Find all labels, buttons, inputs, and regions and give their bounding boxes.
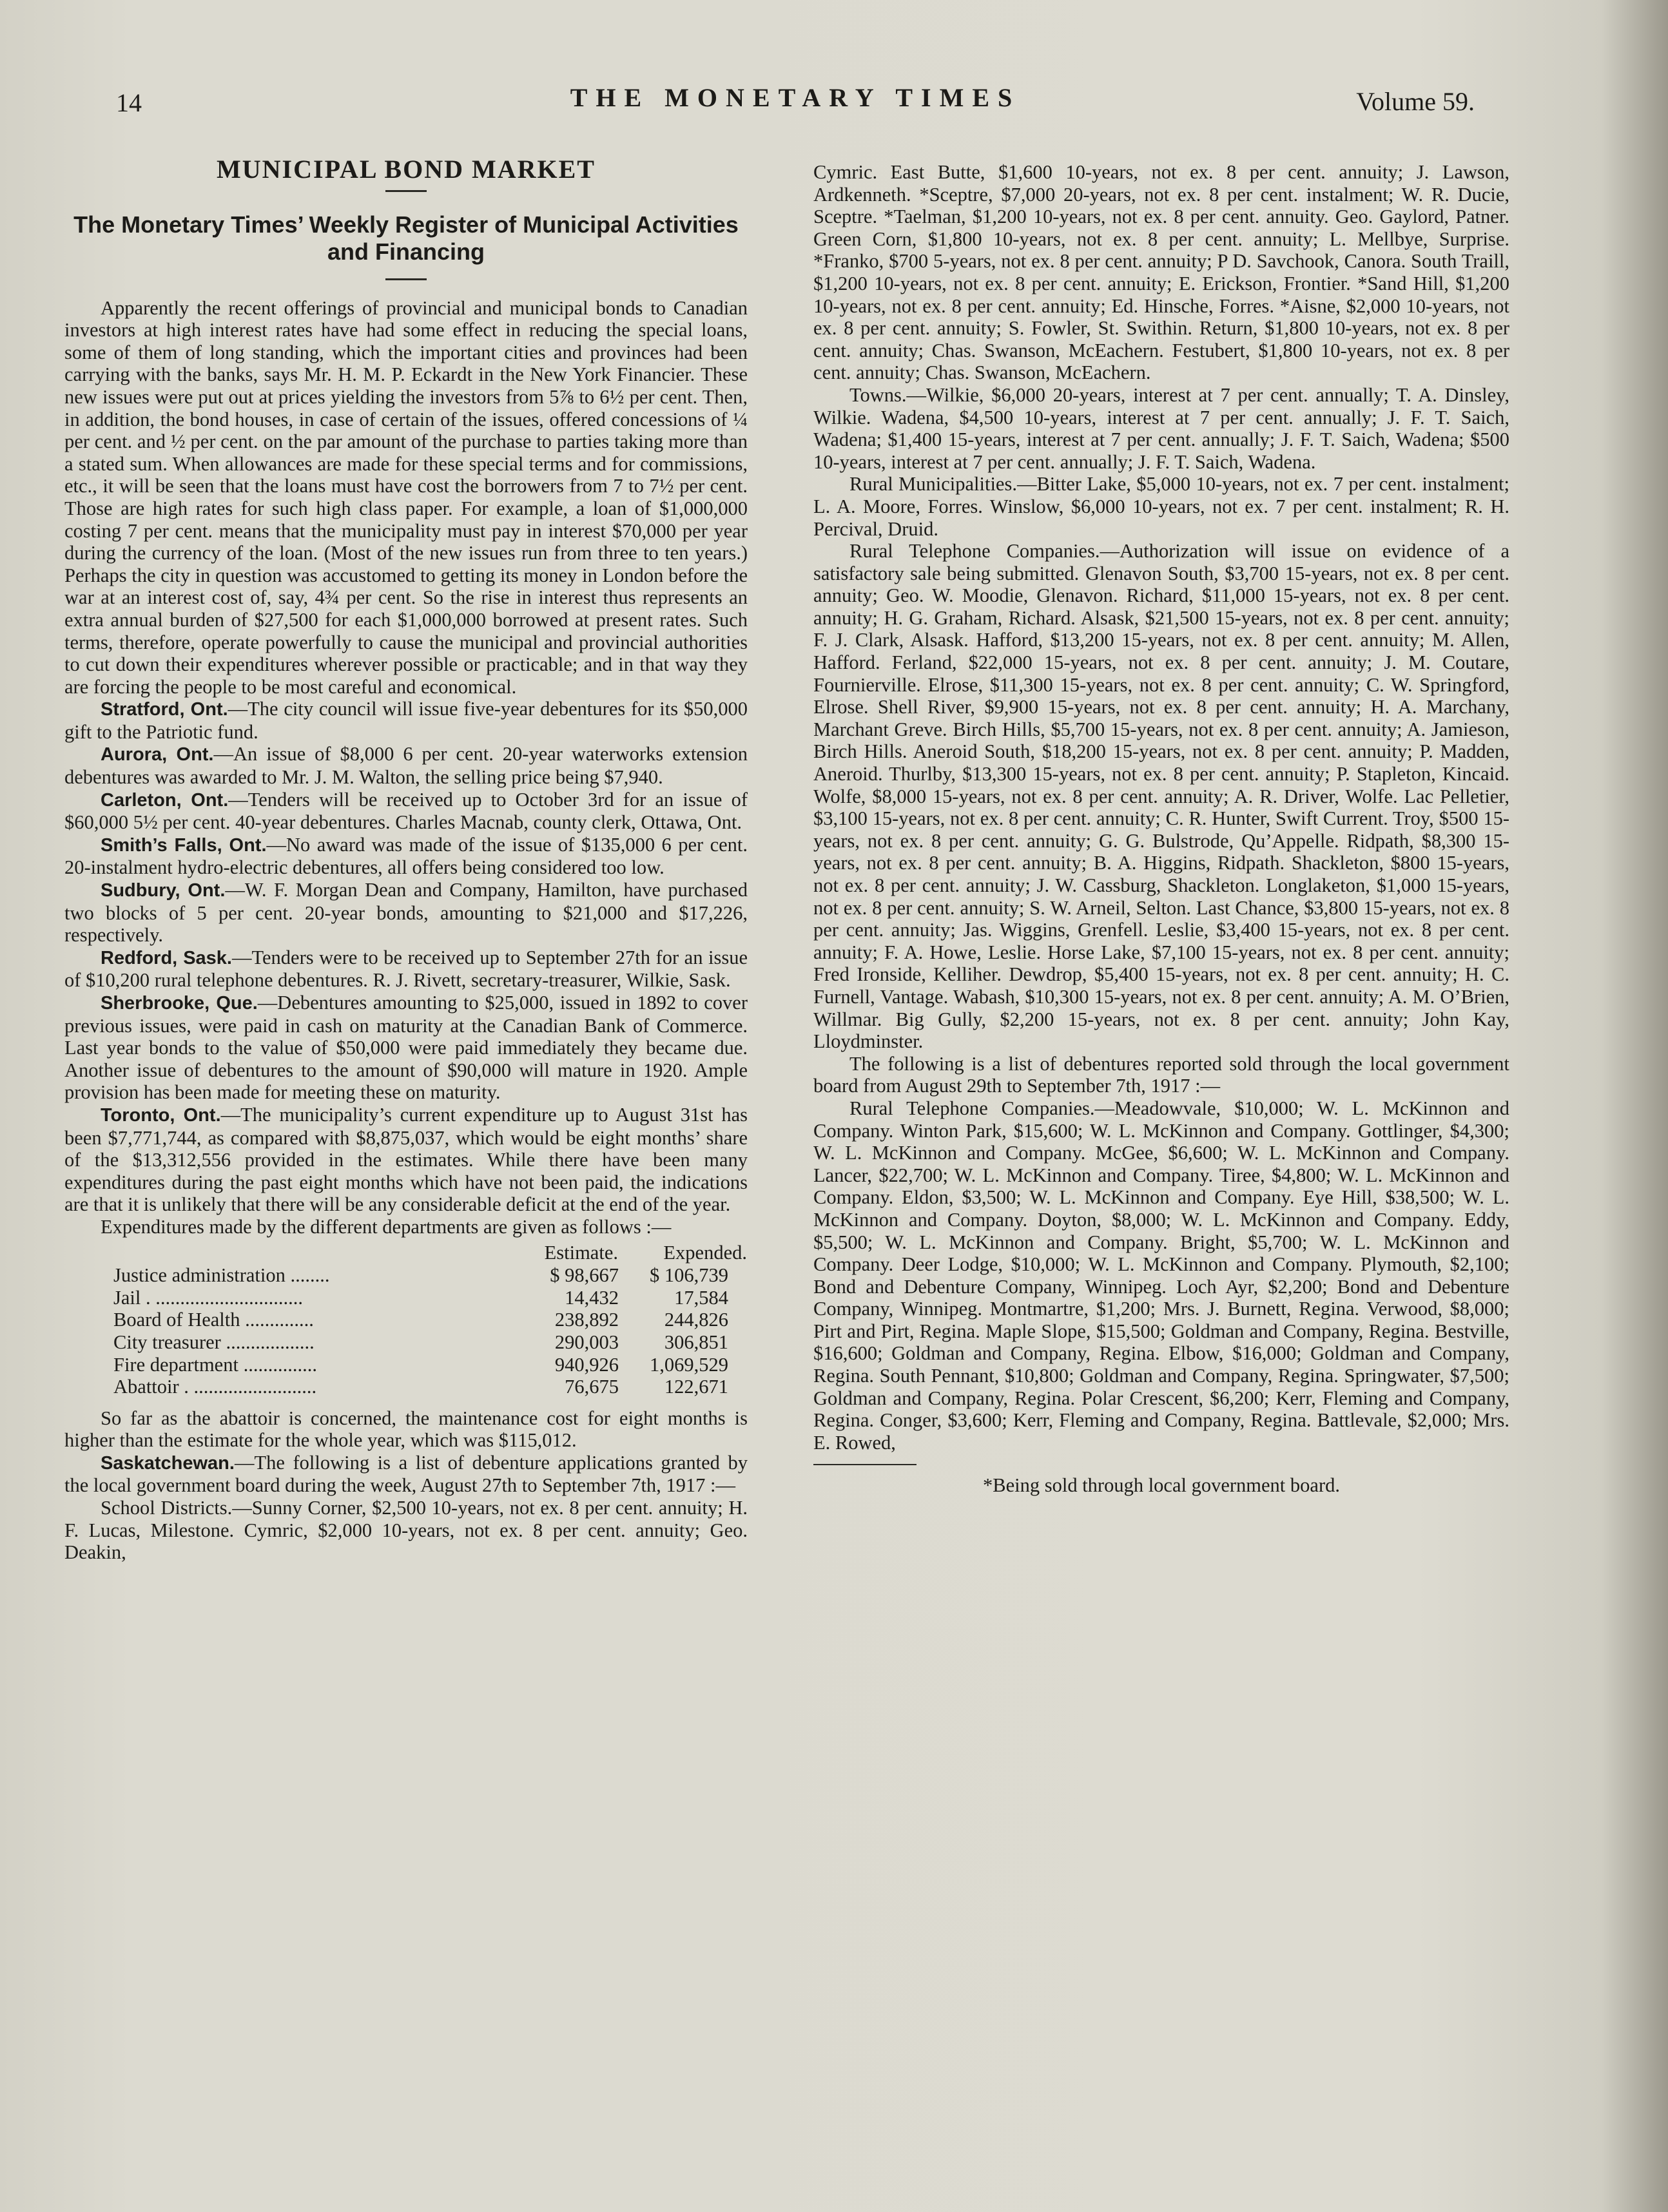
item-text: —Tenders will be received up to October 3rd for an issue of $60,000 5½ per cent. 40-year debentures. Charles Macnab, county clerk, Ottawa, Ont. (64, 788, 748, 834)
expended-cell: 306,851 (664, 1331, 728, 1353)
estimate-cell: 14,432 (565, 1286, 619, 1309)
volume-label: Volume 59. (1356, 87, 1475, 116)
table-row (64, 1376, 748, 1398)
table-row (64, 1331, 748, 1354)
news-item (64, 698, 748, 743)
rural-telephone-paragraph: Rural Telephone Companies.—Authorization will issue on evidence of a satisfactory sale being submitted. Glenavon South, $3,700 15-years, not ex. 8 per cent. annuity; Geo. W. Moodie, Glenavon. Richard, $11,000 15-years, not ex. 8 per cent. annuity; H. G. Graham, Richard. Alsask, $21,500 15-years, not ex. 8 per cent. annuity; F. J. Clark, Alsask. Hafford, $13,200 15-years, not ex. 8 per cent. annuity; M. Allen, Hafford. Ferland, $22,000 15-years, not ex. 8 per cent. annuity; J. M. Coutare, Fournierville. Elrose, $11,300 15-years, not ex. 8 per cent. annuity; C. W. Springford, Elrose. Shell River, $9,900 15-years, not ex. 8 per cent. annuity; H. A. Marchany, Marchant Greve. Birch Hills, $5,700 15-years, not ex. 8 per cent. annuity; A. Jamieson, Birch Hills. Aneroid South, $18,200 15-years, not ex. 8 per cent. annuity; P. Madden, Aneroid. Thurlby, $13,300 15-years, not ex. 8 per cent. annuity; P. Stapleton, Kincaid. Wolfe, $8,000 15-years, not ex. 8 per cent. annuity; A. R. Driver, Wolfe. Lac Pelletier, $3,100 15-years, not ex. 8 per cent. annuity; C. R. Hunter, Swift Current. Troy, $500 15-years, not ex. 8 per cent. annuity; G. G. Bulstrode, Qu’Appelle. Ridpath, $8,300 15-years, not ex. 8 per cent. annuity; B. A. Higgins, Ridpath. Shackleton, $800 15-years, not ex. 8 per cent. annuity; J. W. Cassburg, Shackleton. Longlaketon, $1,000 15-years, not ex. 8 per cent. annuity; S. W. Arneil, Selton. Last Chance, $3,800 15-years, not ex. 8 per cent. annuity; Jas. Wiggins, Grenfell. Leslie, $3,400 15-years, not ex. 8 per cent. annuity; F. A. Howe, Leslie. Horse Lake, $7,100 15-years, not ex. 8 per cent. annuity; Fred Ironside, Kelliher. Dewdrop, $5,400 15-years, not ex. 8 per cent. annuity; H. C. Furnell, Vantage. Wabash, $10,300 15-years, not ex. 8 per cent. annuity; A. M. O’Brien, Willmar. Big Gully, $2,200 15-years, not ex. 8 per cent. annuity; John Kay, Lloydminster. (813, 540, 1509, 1053)
section-title: MUNICIPAL BOND MARKET (217, 155, 596, 184)
item-heading: Sherbrooke, Que. (101, 993, 258, 1014)
news-item (64, 947, 748, 992)
footnote: *Being sold through local government board. (983, 1474, 1340, 1497)
row-label: Justice administration ........ (113, 1264, 330, 1287)
table-row (64, 1287, 748, 1309)
item-heading: Saskatchewan. (101, 1452, 235, 1474)
sold-intro-paragraph: The following is a list of debentures reported sold through the local government board from August 29th to September 7th, 1917 :— (813, 1052, 1509, 1097)
row-label: Abattoir . ......................... (113, 1376, 317, 1398)
item-heading: Toronto, Ont. (101, 1104, 221, 1126)
school-districts-paragraph: School Districts.—Sunny Corner, $2,500 10-years, not ex. 8 per cent. annuity; H. F. Lucas, Milestone. Cymric, $2,000 10-years, not ex. 8 per cent. annuity; Geo. Deakin, (64, 1497, 748, 1564)
news-item (64, 789, 748, 834)
news-item (64, 879, 748, 947)
expended-cell: 1,069,529 (650, 1353, 728, 1376)
news-item (64, 1452, 748, 1497)
news-item (64, 743, 748, 788)
continued-paragraph: Cymric. East Butte, $1,600 10-years, not ex. 8 per cent. annuity; J. Lawson, Ardkenneth. *Sceptre, $7,000 20-years, not ex. 8 per cent. instalment; W. R. Ducie, Sceptre. *Taelman, $1,200 10-years, not ex. 8 per cent. annuity. Geo. Gaylord, Patner. Green Corn, $1,800 10-years, not ex. 8 per cent. annuity; L. Mellbye, Surprise. *Franko, $700 5-years, not ex. 8 per cent. annuity; P D. Savchook, Canora. South Traill, $1,200 10-years, not ex. 8 per cent. annuity; E. Erickson, Frontier. *Sand Hill, $1,200 10-years, not ex. 8 per cent. annuity; Ed. Hinsche, Forres. *Aisne, $2,000 10-years, not ex. 8 per cent. annuity; S. Fowler, St. Swithin. Return, $1,800 10-years, not ex. 8 per cent. annuity; Chas. Swanson, McEachern. Festubert, $1,800 10-years, not ex. 8 per cent. annuity; Chas. Swanson, McEachern. (813, 161, 1509, 384)
item-text: —The municipality’s current expenditure up to August 31st has been $7,771,744, as compared with $8,875,037, which would be eight months’ share of the $13,312,556 provided in the estimates. While there have been many expenditures during the past eight months which have not been paid, the indications are that it is unlikely that there will be any considerable deficit at the end of the year. (64, 1103, 748, 1216)
estimate-cell: 76,675 (565, 1376, 619, 1398)
item-heading: Smith’s Falls, Ont. (101, 834, 267, 856)
expended-cell: 244,826 (664, 1309, 728, 1331)
expenditure-intro: Expenditures made by the different departments are given as follows :— (101, 1215, 672, 1238)
column-header: Estimate. (544, 1241, 618, 1264)
table-row (64, 1309, 748, 1331)
estimate-cell: 238,892 (554, 1309, 619, 1331)
column-header: Expended. (663, 1241, 747, 1264)
page-header (116, 82, 1475, 121)
right-column (813, 161, 1509, 1497)
intro-paragraph: Apparently the recent offerings of provincial and municipal bonds to Canadian investors at high interest rates have had some effect in reducing the special loans, some of them of long standing, which the important cities and provinces had been carrying with the banks, says Mr. H. M. P. Eckardt in the New York Financier. These new issues were put out at prices yielding the investors from 5⅞ to 6½ per cent. Then, in addition, the bond houses, in case of certain of the issues, offered concessions of ¼ per cent. and ½ per cent. on the par amount of the purchase to parties taking more than a stated sum. When allowances are made for these special terms and for commissions, etc., it will be seen that the loans must have cost the borrowers from 7 to 7½ per cent. Those are high rates for such high class paper. For example, a loan of $1,000,000 costing 7 per cent. means that the municipality must pay in interest $70,000 per year during the currency of the loan. (Most of the new issues run from three to ten years.) Perhaps the city in question was accustomed to getting its money in London before the war at an interest cost of, say, 4¾ per cent. So the rise in interest thus represents an extra annual burden of $27,500 for each $1,000,000 borrowed at present rates. Such terms, therefore, operate powerfully to cause the municipal and provincial authorities to cut down their expenditures wherever possible or practicable; and in that way they are forcing the people to be most careful and economical. (64, 296, 748, 698)
expenditure-table (64, 1241, 748, 1398)
expended-cell: 122,671 (664, 1376, 728, 1398)
row-label: Fire department ............... (113, 1353, 317, 1376)
masthead: THE MONETARY TIMES (570, 83, 1021, 112)
page-number: 14 (116, 88, 142, 117)
news-item (64, 834, 748, 879)
item-text: —The city council will issue five-year debentures for its $50,000 gift to the Patriotic fund. (64, 698, 748, 743)
rural-municipalities-paragraph: Rural Municipalities.—Bitter Lake, $5,000 10-years, not ex. 7 per cent. instalment; L. A. Moore, Forres. Winslow, $6,000 10-years, not ex. 7 per cent. instalment; R. H. Percival, Druid. (813, 473, 1509, 540)
item-heading: Stratford, Ont. (101, 699, 228, 720)
news-item (64, 992, 748, 1104)
estimate-cell: 290,003 (554, 1331, 619, 1353)
sold-list-paragraph: Rural Telephone Companies.—Meadowvale, $10,000; W. L. McKinnon and Company. Winton Park, $15,600; W. L. McKinnon and Company. Gottlinger, $4,300; W. L. McKinnon and Company. McGee, $6,600; W. L. McKinnon and Company. Lancer, $22,700; W. L. McKinnon and Company. Tiree, $4,800; W. L. McKinnon and Company. Eldon, $3,500; W. L. McKinnon and Company. Eye Hill, $38,500; W. L. McKinnon and Company. Doyton, $8,000; W. L. McKinnon and Company. Eddy, $5,500; W. L. McKinnon and Company. Bright, $5,700; W. L. McKinnon and Company. Deer Lodge, $10,000; W. L. McKinnon and Company. Plymouth, $2,100; Bond and Debenture Company, Winnipeg. Loch Ayr, $2,200; Bond and Debenture Company, Winnipeg. Montmartre, $1,200; Mrs. J. Burnett, Regina. Verwood, $8,000; Pirt and Pirt, Regina. Maple Slope, $15,500; Goldman and Company, Regina. Bestville, $16,600; Goldman and Company, Regina. Elbow, $16,000; Goldman and Company, Regina. South Pennant, $10,800; Goldman and Company, Regina. Springwater, $7,500; Goldman and Company, Regina. Polar Crescent, $6,200; Kerr, Fleming and Company, Regina. Conger, $3,600; Kerr, Fleming and Company, Regina. Battlevale, $2,000; Mrs. E. Rowed, (813, 1097, 1509, 1454)
news-item (64, 1104, 748, 1216)
item-heading: Sudbury, Ont. (101, 880, 226, 901)
row-label: Jail . .............................. (113, 1286, 303, 1309)
title-rule (385, 190, 427, 192)
item-text: —No award was made of the issue of $135,000 6 per cent. 20-instalment hydro-electric debentures, all offers being considered too low. (64, 833, 748, 879)
towns-paragraph: Towns.—Wilkie, $6,000 20-years, interest at 7 per cent. annually; T. A. Dinsley, Wilkie. Wadena, $4,500 10-years, interest at 7 per cent. annually; J. F. T. Saich, Wadena; $1,400 15-years, interest at 7 per cent. annually; J. F. T. Saich, Wadena; $500 10-years, interest at 7 per cent. annually; J. F. T. Saich, Wadena. (813, 383, 1509, 473)
expended-cell: 17,584 (674, 1286, 728, 1309)
item-heading: Aurora, Ont. (101, 744, 214, 765)
item-heading: Redford, Sask. (101, 947, 232, 968)
abattoir-paragraph: So far as the abattoir is concerned, the maintenance cost for eight months is higher than the estimate for the whole year, which was $115,012. (64, 1407, 748, 1452)
expended-cell: $ 106,739 (650, 1264, 728, 1287)
item-text: —An issue of $8,000 6 per cent. 20-year waterworks extension debentures was awarded to Mr. J. M. Walton, the selling price being $7,940. (64, 743, 748, 789)
subtitle-rule (385, 278, 427, 280)
estimate-cell: 940,926 (554, 1353, 619, 1376)
item-text: —Debentures amounting to $25,000, issued in 1892 to cover previous issues, were paid in cash on maturity at the Canadian Bank of Commerce. Last year bonds to the value of $50,000 were paid immediately they became due. Another issue of debentures to the amount of $90,000 will mature in 1920. Ample provision has been made for meeting these on maturity. (64, 992, 748, 1104)
footnote-rule (813, 1464, 916, 1465)
item-text: —W. F. Morgan Dean and Company, Hamilton, have purchased two blocks of 5 per cent. 20-year bonds, amounting to $21,000 and $17,226, respectively. (64, 879, 748, 947)
item-text: —The following is a list of debenture applications granted by the local government board during the week, August 27th to September 7th, 1917 :— (64, 1451, 748, 1497)
table-header-row (64, 1241, 748, 1265)
left-column (64, 155, 748, 1564)
estimate-cell: $ 98,667 (550, 1264, 619, 1287)
item-text: —Tenders were to be received up to September 27th for an issue of $10,200 rural telephone debentures. R. J. Rivett, secretary-treasurer, Wilkie, Sask. (64, 946, 748, 992)
row-label: Board of Health .............. (113, 1309, 314, 1331)
table-row (64, 1264, 748, 1287)
row-label: City treasurer .................. (113, 1331, 315, 1353)
item-heading: Carleton, Ont. (101, 789, 229, 811)
table-row (64, 1354, 748, 1376)
section-subtitle: The Monetary Times’ Weekly Register of Municipal Activities and Financing (73, 211, 739, 265)
